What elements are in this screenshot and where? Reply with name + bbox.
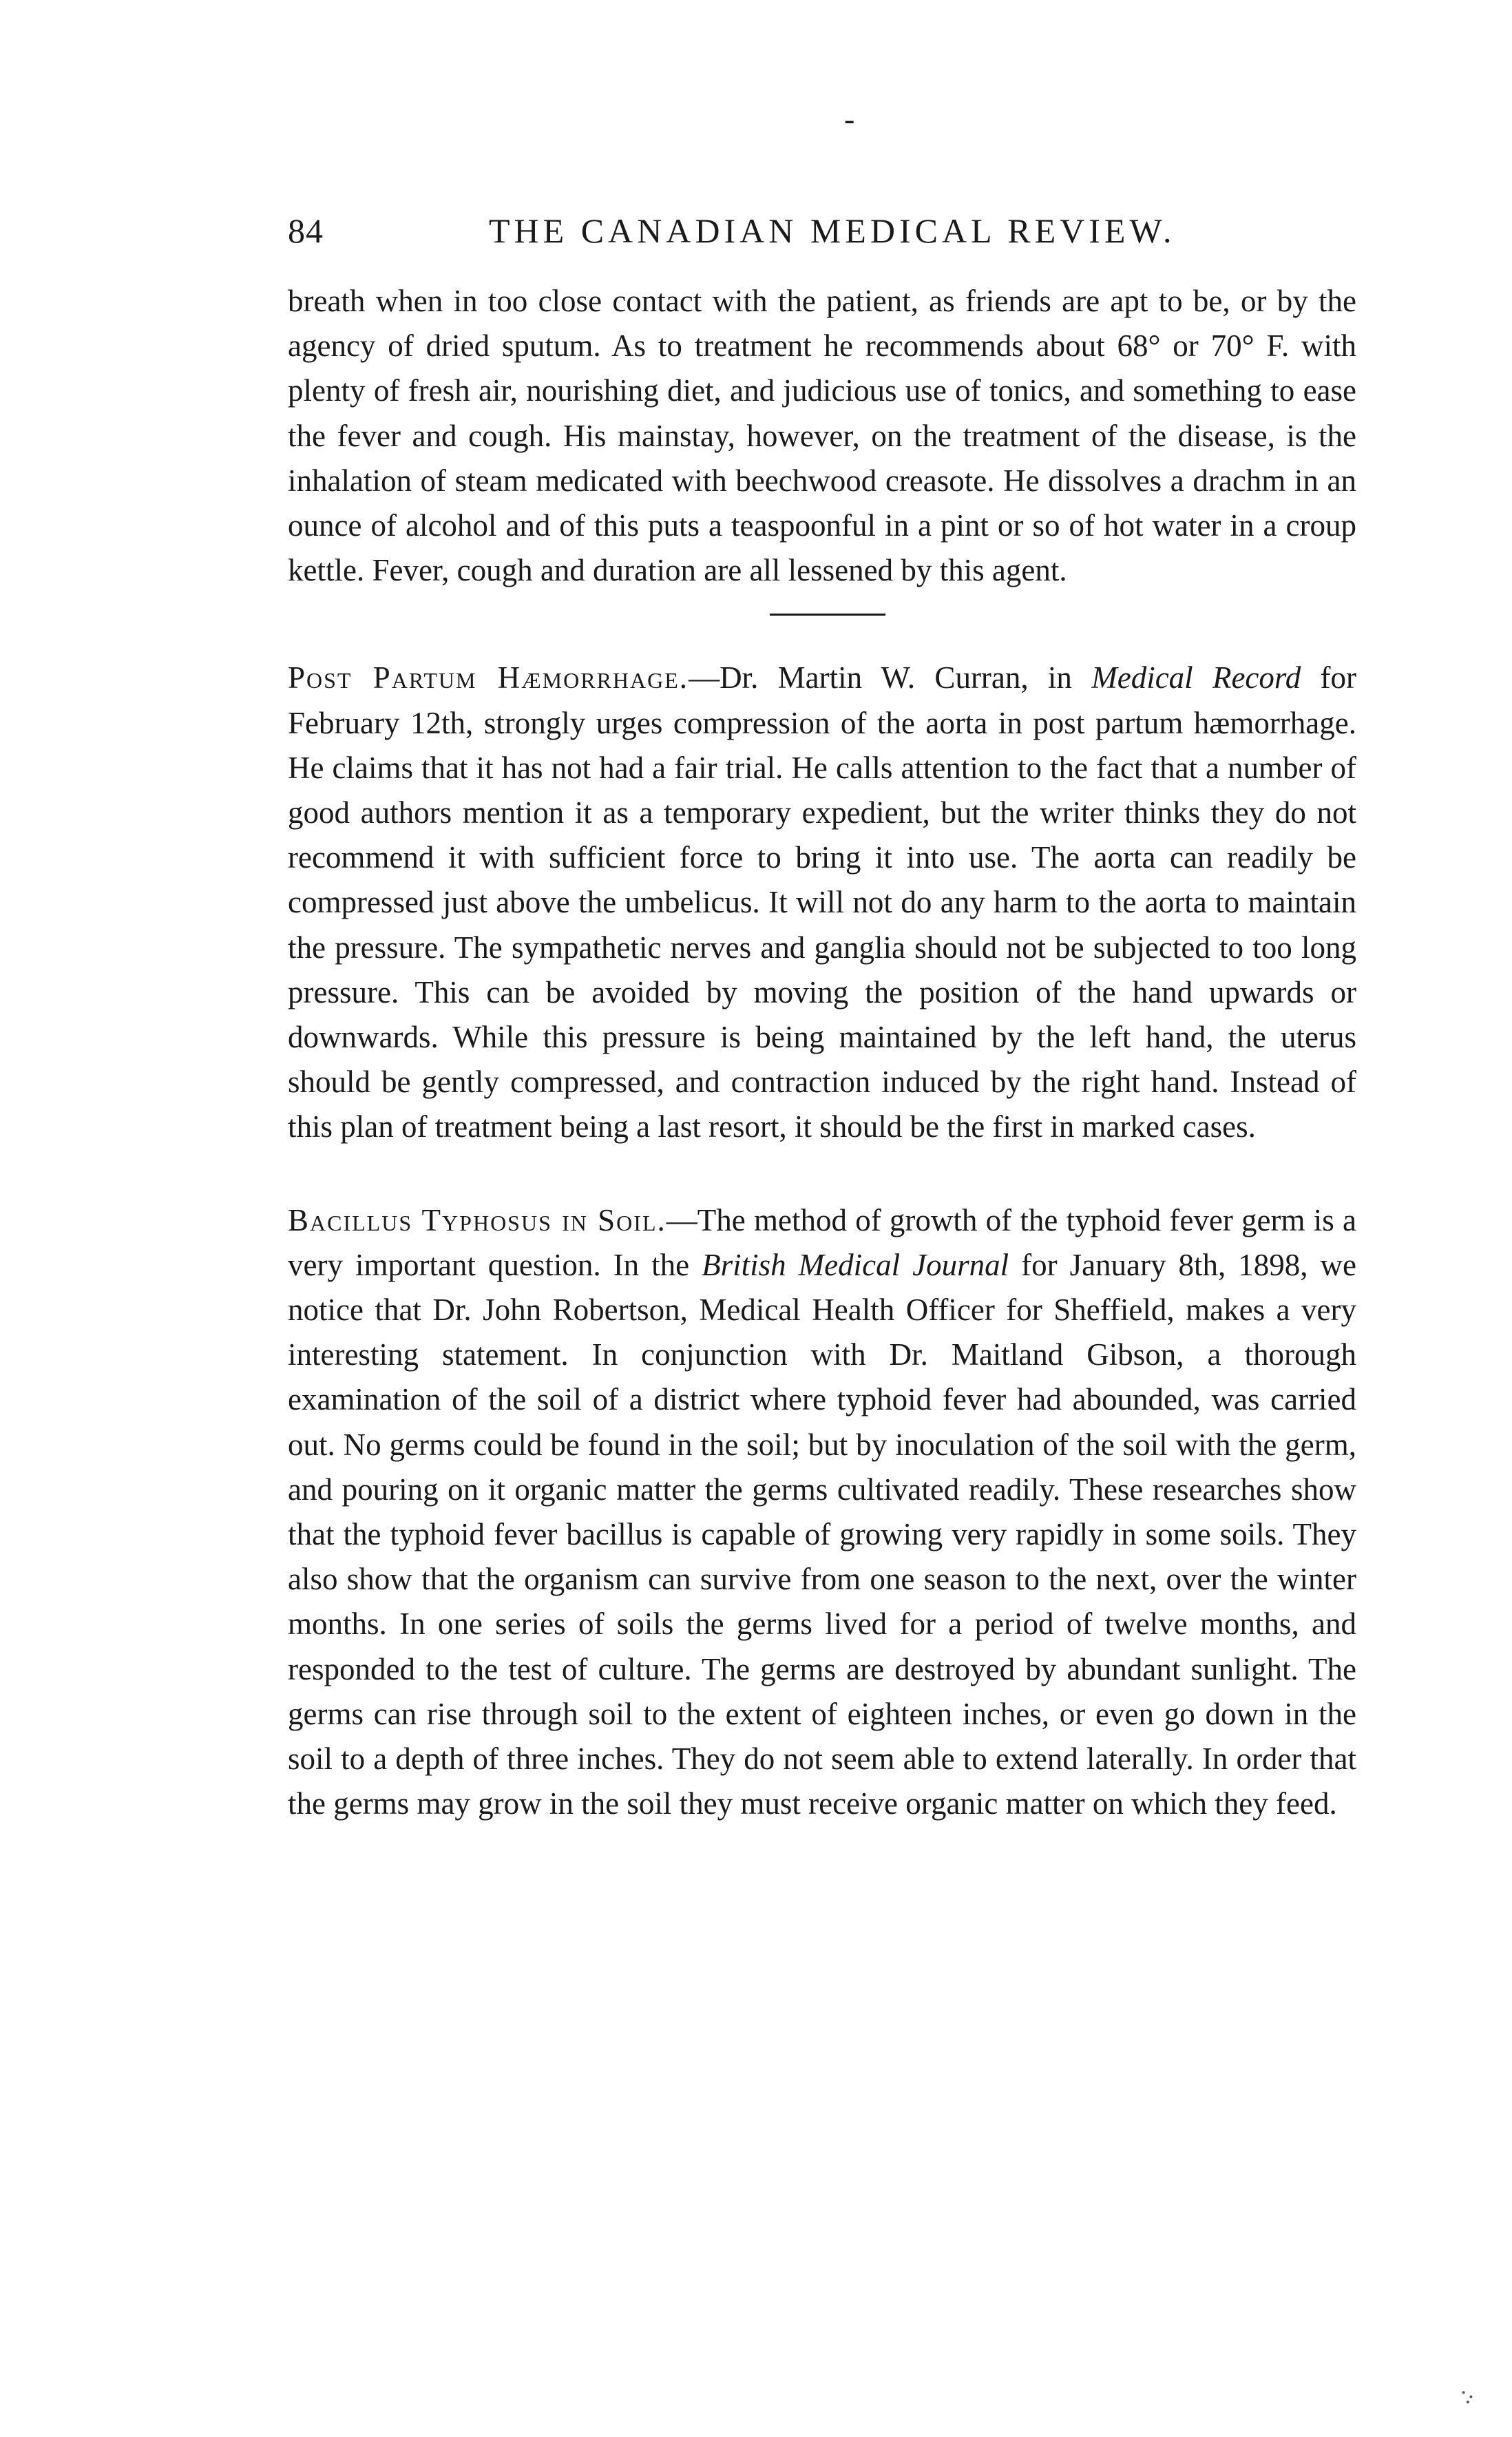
section-heading: Bacillus Typhosus in Soil.: [288, 1202, 666, 1237]
article-body: [288, 279, 1356, 1827]
paragraph-text: for February 12th, strongly urges compression of the aorta in post partum hæmorrhage. He claims that it has not had a fair trial. He calls attention to the fact that a number of good authors mention it as a temporary expedient, but the writer thinks they do not recommend it with sufficient force to bring it into use. The aorta can readily be compressed just above the umbelicus. It will not do any harm to the aorta to maintain the pressure. The sympathetic nerves and ganglia should not be subjected to too long pressure. This can be avoided by moving the position of the hand upwards or downwards. While this pressure is being maintained by the left hand, the uterus should be gently compressed, and contraction induced by the right hand. Instead of this plan of treatment being a last resort, it should be the first in marked cases.: [288, 660, 1357, 1144]
paragraph-post-partum: [288, 656, 1356, 1149]
journal-name: Medical Record: [1091, 660, 1301, 695]
section-divider: [770, 614, 885, 616]
paragraph-text: for January 8th, 1898, we notice that Dr. John Robertson, Medical Health Officer for Sheffield, makes a very interesting statement. In conjunction with Dr. Maitland Gibson, a thorough examination of the soil of a district where typhoid fever had abounded, was carried out. No germs could be found in the soil; but by inoculation of the soil with the germ, and pouring on it organic matter the germs cultivated readily. These researches show that the typhoid fever bacillus is capable of growing very rapidly in some soils. They also show that the organism can survive from one season to the next, over the winter months. In one series of soils the germs lived for a period of twelve months, and responded to the test of culture. The germs are destroyed by abundant sunlight. The germs can rise through soil to the extent of eighteen inches, or even go down in the soil to a depth of three inches. They do not seem able to extend laterally. In order that the germs may grow in the soil they must receive organic matter on which they feed.: [288, 1247, 1356, 1821]
paragraph-text: breath when in too close contact with the patient, as friends are apt to be, or by the agency of dried sputum. As to treatment he recommends about 68° or 70° F. with plenty of fresh air, nourishing diet, and judicious use of tonics, and something to ease the fever and cough. His mainstay, however, on the treatment of the disease, is the inhalation of steam medicated with beechwood creasote. He dissolves a drachm in an ounce of alcohol and of this puts a teaspoonful in a pint or so of hot water in a croup kettle. Fever, cough and duration are all lessened by this agent.: [288, 284, 1356, 588]
top-mark: -: [844, 101, 855, 136]
paragraph-text: —Dr. Martin W. Curran, in: [689, 660, 1092, 695]
page-number: 84: [288, 211, 324, 250]
section-heading: Post Partum Hæmorrhage.: [288, 660, 689, 695]
running-header: [288, 211, 1252, 252]
paragraph-bacillus: [288, 1198, 1356, 1827]
journal-name: British Medical Journal: [702, 1247, 1009, 1282]
section-gap: [288, 1150, 1356, 1198]
corner-mark: .:: [1450, 2384, 1479, 2408]
paragraph-continued: [288, 279, 1356, 593]
journal-title: THE CANADIAN MEDICAL REVIEW.: [489, 211, 1176, 250]
paragraph-text: —The method of growth of the typhoid fever germ is a very important question. In the: [288, 1202, 1357, 1282]
